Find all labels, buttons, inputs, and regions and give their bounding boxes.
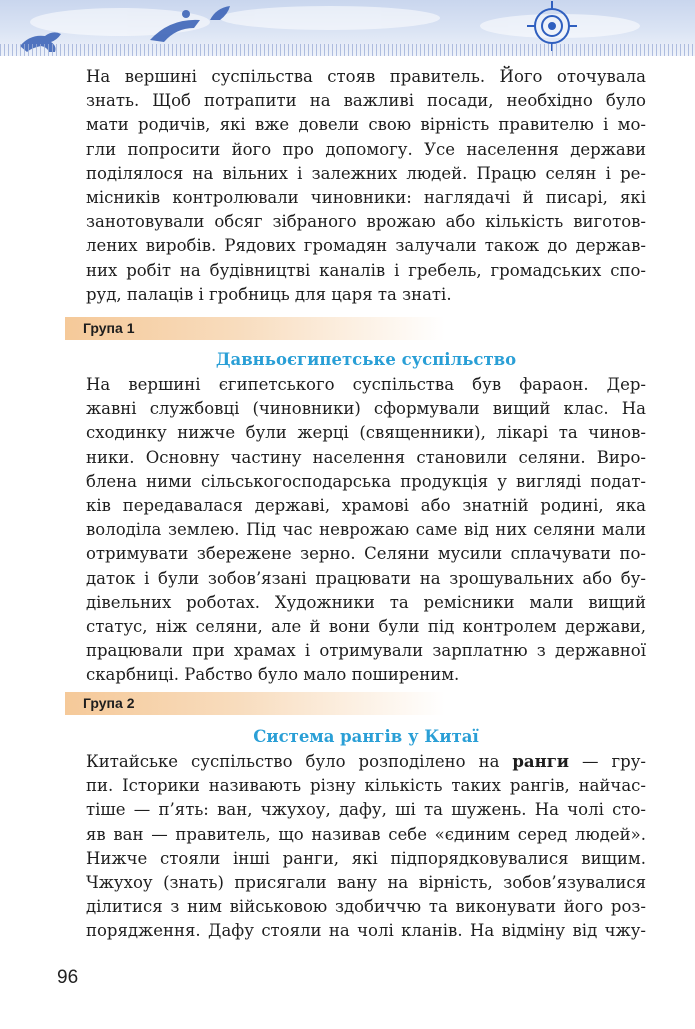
text-line: лених виробів. Рядових громадян залучали також до держав- <box>86 236 646 256</box>
text-line: Нижче стояли інші ранги, які підпорядковувалися вищим. <box>86 848 646 868</box>
text-line: На вершині єгипетського суспільства був фараон. Дер- <box>86 375 646 394</box>
text-line <box>86 750 646 774</box>
text-line: володіла землею. Під час неврожаю саме від них селяни мали <box>86 520 646 540</box>
group-2-paragraph <box>86 750 646 944</box>
text-line: сходинку нижче були жерці (священники), лікарі та чинов- <box>86 423 646 443</box>
text-line: гли попросити його про допомогу. Усе населення держави <box>86 139 646 159</box>
text-line: дівельних роботах. Художники та ремісники мали вищий <box>86 592 646 612</box>
text-line: місників контролювали чиновники: наглядачі й писарі, які <box>86 188 646 208</box>
text-line: порядження. Дафу стояли на чолі кланів. На відміну від чжу- <box>86 921 646 941</box>
text-fragment: — гру- <box>569 752 646 771</box>
text-line: знать. Щоб потрапити на важливі посади, необхідно було <box>86 91 646 111</box>
text-line: ники. Основну частину населення становили селяни. Виро- <box>86 447 646 467</box>
group-2-label-bar <box>65 692 445 715</box>
text-line: занотовували обсяг зібраного врожаю або кількість виготов- <box>86 212 646 232</box>
group-1-title: Давньоєгипетське суспільство <box>215 350 517 369</box>
page-header-decoration <box>0 0 695 56</box>
group-1-paragraph <box>86 373 646 688</box>
intro-paragraph <box>86 65 646 307</box>
text-line: поділялося на вільних і залежних людей. Працю селян і ре- <box>86 163 646 183</box>
text-line: тіше — п’ять: ван, чжухоу, дафу, ші та шужень. На чолі сто- <box>86 800 646 820</box>
text-line: На вершині суспільства стояв правитель. Його оточувала <box>86 67 646 86</box>
group-1-label-bar <box>65 317 445 340</box>
text-fragment: Китайське суспільство було розподілено на <box>86 752 513 771</box>
text-line: мати родичів, які вже довели свою вірність правителю і мо- <box>86 115 646 135</box>
text-line: пи. Історики називають різну кількість таких рангів, найчас- <box>86 776 646 796</box>
group-2-label: Група 2 <box>83 695 135 711</box>
text-line: Чжухоу (знать) присягали вану на вірність, зобов’язувалися <box>86 873 646 893</box>
group-1-label: Група 1 <box>83 320 135 336</box>
text-line: руд, палаців і гробниць для царя та знаті. <box>86 284 452 304</box>
text-line: яв ван — правитель, що називав себе «єдиним серед людей». <box>86 824 646 844</box>
text-line: працювали при храмах і отримували зарплатню з державної <box>86 641 646 661</box>
page-number: 96 <box>57 967 79 988</box>
text-line: отримувати збережене зерно. Селяни мусили сплачувати по- <box>86 544 646 564</box>
text-line: скарбниці. Рабство було мало поширеним. <box>86 665 460 685</box>
text-line: ділитися з ним військовою здобиччю та виконувати його роз- <box>86 897 646 917</box>
header-stripe <box>0 44 695 56</box>
text-line: даток і були зобов’язані працювати на зрошувальних або бу- <box>86 568 646 588</box>
text-line: ків передавалася державі, храмові або знатній родині, яка <box>86 496 646 516</box>
term-rangs: ранги <box>512 752 570 771</box>
text-line: статус, ніж селяни, але й вони були під контролем держави, <box>86 617 646 637</box>
text-line: них робіт на будівництві каналів і гребель, громадських спо- <box>86 260 646 280</box>
text-line: жавні службовці (чиновники) сформували вищий клас. На <box>86 399 646 419</box>
group-2-title: Система рангів у Китаї <box>253 727 479 746</box>
text-line: блена ними сільськогосподарська продукція у вигляді подат- <box>86 471 646 491</box>
